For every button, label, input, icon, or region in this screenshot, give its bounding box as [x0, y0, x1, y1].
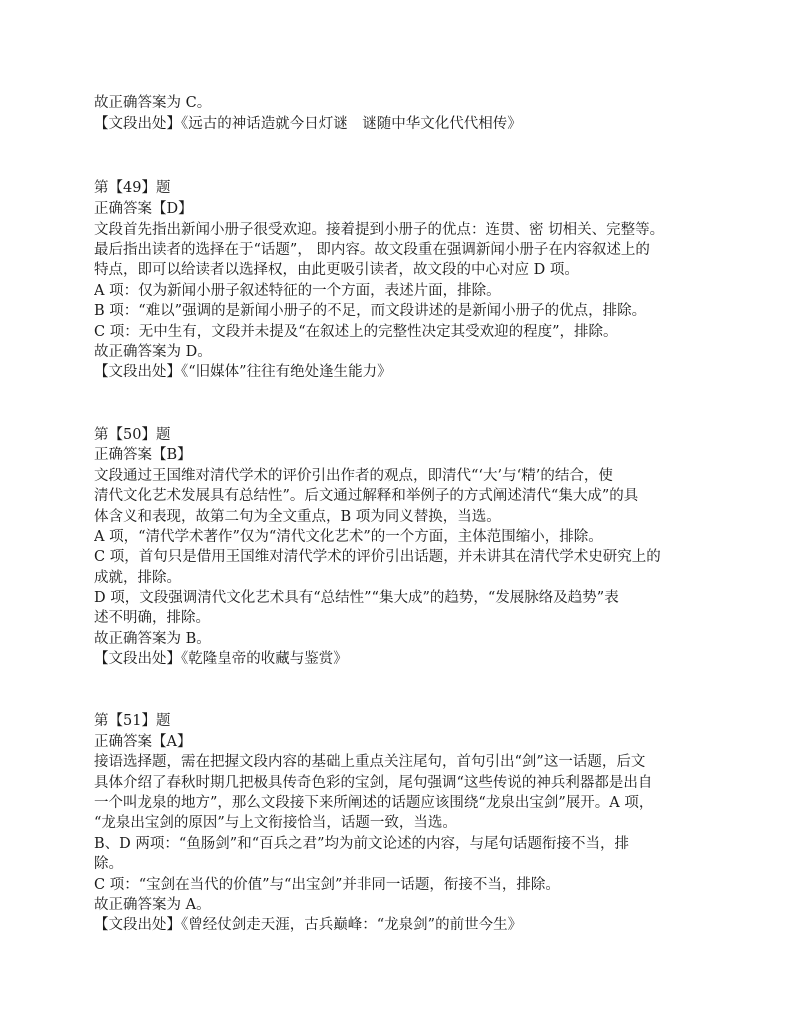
q49-explanation-line: 特点，即可以给读者以选择权，由此更吸引读者，故文段的中心对应 D 项。 — [94, 262, 579, 278]
q50-explanation-line: 述不明确，排除。 — [94, 610, 210, 626]
q51-explanation-line: 故正确答案为 A。 — [94, 897, 211, 913]
q51-explanation-line: 一个叫龙泉的地方”，那么文段接下来所阐述的话题应该围绕“龙泉出宝剑”展开。A 项， — [94, 795, 654, 811]
q49-correct-answer: 正确答案【D】 — [94, 201, 193, 217]
q51-explanation-line: 接语选择题，需在把握文段内容的基础上重点关注尾句，首句引出“剑”这一话题，后文 — [94, 754, 646, 770]
q50-explanation-line: 文段通过王国维对清代学术的评价引出作者的观点，即清代“‘大’与‘精’的结合，使 — [94, 468, 613, 484]
q50-explanation-line: 成就，排除。 — [94, 570, 181, 586]
q51-explanation-line: 除。 — [94, 856, 123, 872]
q51-correct-answer: 正确答案【A】 — [94, 734, 192, 750]
q50-explanation-line: 体含义和表现，故第二句为全文重点，B 项为同义替换，当选。 — [94, 509, 501, 525]
q51-explanation-line: “龙泉出宝剑的原因”与上文衔接恰当，话题一致，当选。 — [94, 815, 457, 831]
q49-explanation-line: 故正确答案为 D。 — [94, 344, 212, 360]
q50-explanation-line: 清代文化艺术发展具有总结性”。后文通过解释和举例子的方式阐述清代“集大成”的具 — [94, 488, 639, 504]
q49-explanation-line: A 项：仅为新闻小册子叙述特征的一个方面，表述片面，排除。 — [94, 283, 501, 299]
q51-explanation-line: C 项：“宝剑在当代的价值”与“出宝剑”并非同一话题，衔接不当，排除。 — [94, 877, 560, 893]
q49-source: 【文段出处】《“旧媒体”往往有绝处逢生能力》 — [94, 364, 392, 380]
q51-explanation-line: B、D 两项：“鱼肠剑”和“百兵之君”均为前文论述的内容，与尾句话题衔接不当，排 — [94, 836, 630, 852]
q51-source: 【文段出处】《曾经仗剑走天涯，古兵巅峰：“龙泉剑”的前世今生》 — [94, 917, 523, 933]
q50-heading: 第【50】题 — [94, 427, 171, 443]
q50-correct-answer: 正确答案【B】 — [94, 447, 192, 463]
q50-explanation-line: C 项，首句只是借用王国维对清代学术的评价引出话题，并未讲其在清代学术史研究上的 — [94, 549, 661, 565]
q50-explanation-line: A 项，“清代学术著作”仅为“清代文化艺术”的一个方面，主体范围缩小，排除。 — [94, 529, 603, 545]
q50-source: 【文段出处】《乾隆皇帝的收藏与鉴赏》 — [94, 651, 348, 667]
q51-heading: 第【51】题 — [94, 713, 171, 729]
q49-explanation-line: 文段首先指出新闻小册子很受欢迎。接着提到小册子的优点：连贯、密 切相关、完整等。 — [94, 222, 665, 238]
q49-heading: 第【49】题 — [94, 180, 171, 196]
q50-explanation-line: D 项，文段强调清代文化艺术具有“总结性”“集大成”的趋势，“发展脉络及趋势”表 — [94, 590, 619, 606]
prev-answer: 故正确答案为 C。 — [94, 95, 212, 111]
q49-explanation-line: C 项：无中生有，文段并未提及“在叙述上的完整性决定其受欢迎的程度”，排除。 — [94, 324, 618, 340]
q51-explanation-line: 具体介绍了春秋时期几把极具传奇色彩的宝剑，尾句强调“这些传说的神兵利器都是出自 — [94, 775, 653, 791]
prev-source: 【文段出处】《远古的神话造就今日灯谜 谜随中华文化代代相传》 — [94, 116, 522, 132]
q49-explanation-line: 最后指出读者的选择在于“话题”， 即内容。故文段重在强调新闻小册子在内容叙述上的 — [94, 242, 650, 258]
q50-explanation-line: 故正确答案为 B。 — [94, 631, 211, 647]
q49-explanation-line: B 项：“难以”强调的是新闻小册子的不足，而文段讲述的是新闻小册子的优点，排除。 — [94, 303, 647, 319]
